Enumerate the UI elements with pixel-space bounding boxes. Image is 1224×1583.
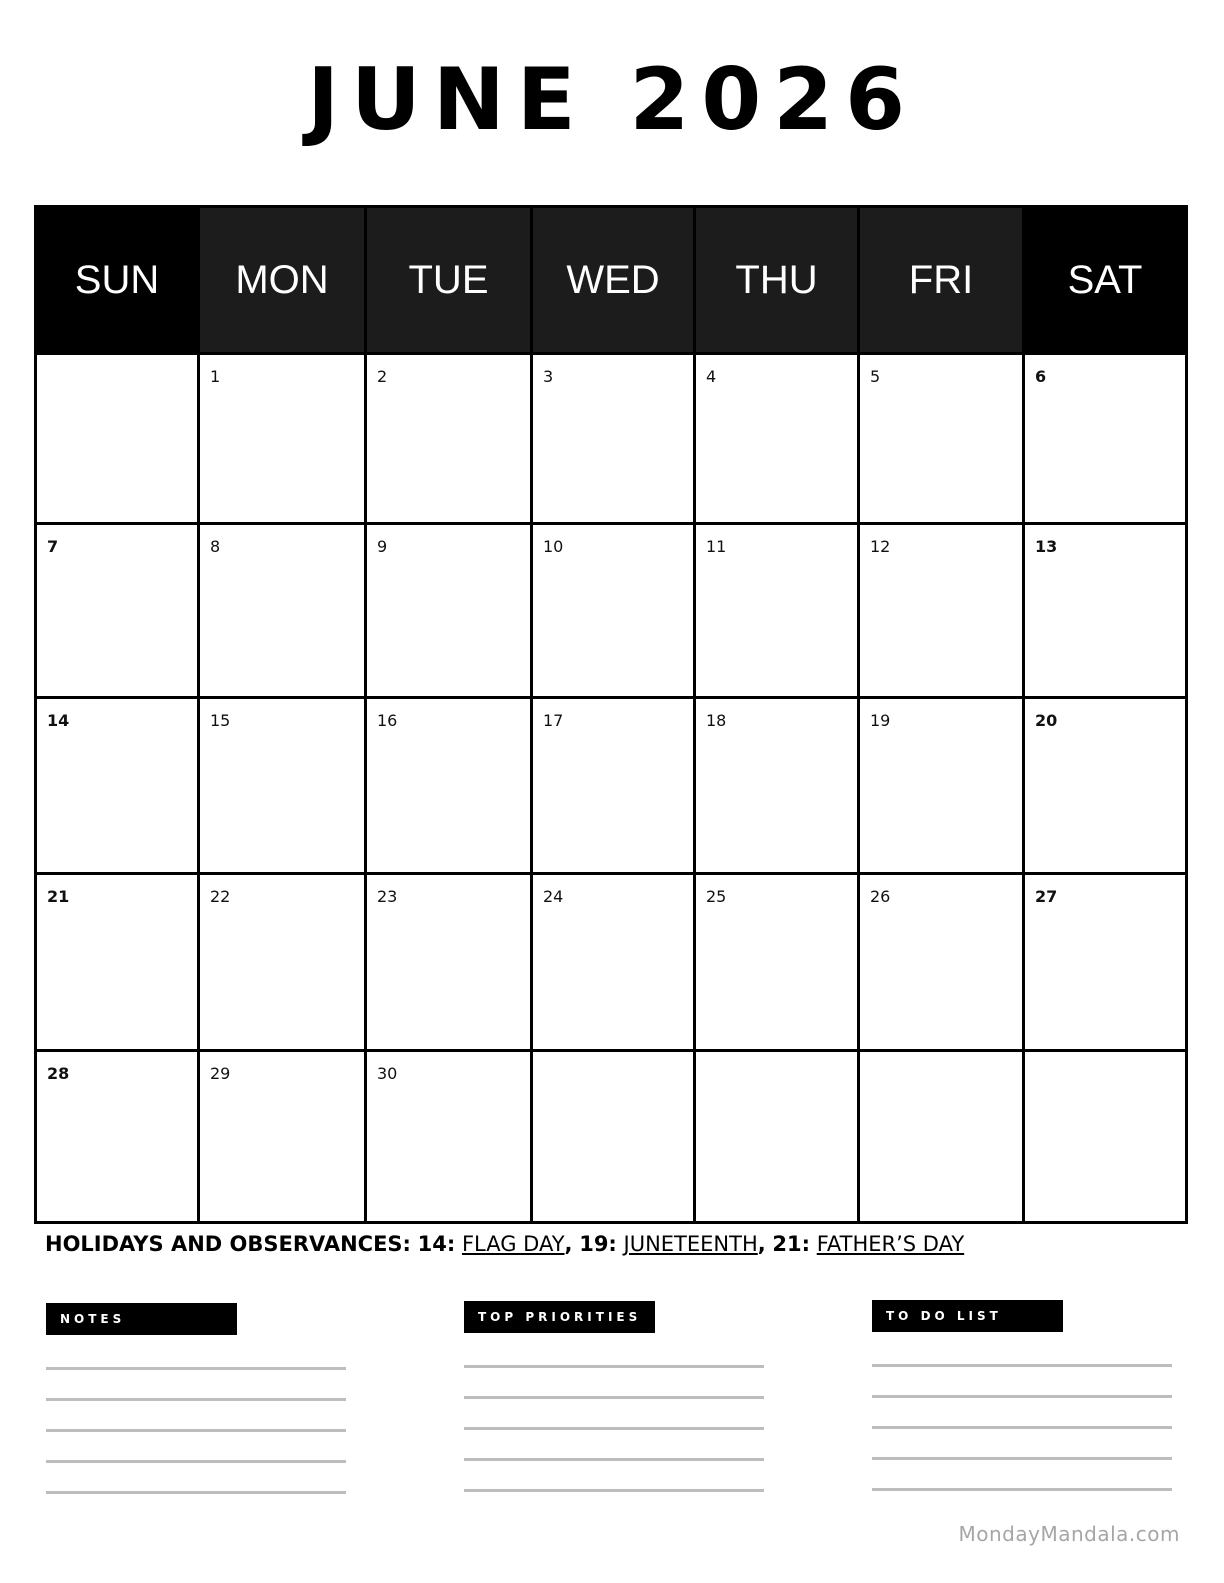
weekday-header-fri: FRI [857,208,1022,352]
week-row [37,1049,1185,1221]
day-number: 10 [543,537,564,556]
day-number: 22 [210,887,231,906]
holiday-separator: , [564,1232,573,1256]
writing-line[interactable] [464,1427,764,1430]
page-title: JUNE 2026 [307,50,917,150]
todo-list-label: TO DO LIST [872,1300,1063,1332]
writing-line[interactable] [46,1491,346,1494]
day-cell[interactable] [857,525,1022,696]
day-cell[interactable] [530,525,693,696]
holiday-separator: , [757,1232,766,1256]
day-cell[interactable] [37,525,197,696]
day-number: 4 [706,367,717,386]
day-cell[interactable] [197,525,364,696]
day-cell[interactable] [364,525,530,696]
todo-list-section [872,1300,1172,1500]
day-cell[interactable] [693,1052,857,1221]
day-cell[interactable] [37,699,197,872]
day-number: 24 [543,887,564,906]
day-number: 17 [543,711,564,730]
week-row [37,872,1185,1049]
writing-line[interactable] [46,1398,346,1401]
day-cell[interactable] [530,355,693,522]
writing-line[interactable] [464,1396,764,1399]
day-number: 23 [377,887,398,906]
holiday-date: 21: [772,1232,811,1256]
day-cell[interactable] [197,355,364,522]
day-number: 27 [1035,887,1058,906]
day-number: 5 [870,367,881,386]
day-number: 12 [870,537,891,556]
day-cell[interactable] [857,875,1022,1049]
day-number: 25 [706,887,727,906]
writing-line[interactable] [872,1395,1172,1398]
writing-line[interactable] [46,1460,346,1463]
day-cell[interactable] [364,1052,530,1221]
holiday-date: 19: [579,1232,617,1256]
day-cell[interactable] [530,875,693,1049]
day-cell[interactable] [37,355,197,522]
day-number: 16 [377,711,398,730]
day-cell[interactable] [364,699,530,872]
day-number: 3 [543,367,554,386]
weekday-header-sun: SUN [37,208,197,352]
day-cell[interactable] [1022,355,1185,522]
top-priorities-section [464,1301,764,1501]
day-number: 13 [1035,537,1058,556]
weekday-header-thu: THU [693,208,857,352]
day-cell[interactable] [693,699,857,872]
day-number: 9 [377,537,388,556]
day-cell[interactable] [693,355,857,522]
weekday-header-wed: WED [530,208,693,352]
day-number: 14 [47,711,70,730]
day-number: 6 [1035,367,1047,386]
day-number: 11 [706,537,727,556]
day-number: 26 [870,887,891,906]
day-cell[interactable] [693,525,857,696]
writing-line[interactable] [872,1457,1172,1460]
weekday-header-mon: MON [197,208,364,352]
day-cell[interactable] [197,875,364,1049]
holiday-link-juneteenth[interactable]: JUNETEENTH [623,1232,758,1256]
day-number: 30 [377,1064,398,1083]
day-cell[interactable] [1022,525,1185,696]
day-cell[interactable] [364,355,530,522]
day-cell[interactable] [530,699,693,872]
holidays-label: HOLIDAYS AND OBSERVANCES: [45,1232,411,1256]
top-priorities-label: TOP PRIORITIES [464,1301,655,1333]
day-number: 29 [210,1064,231,1083]
weekday-header-row [37,208,1185,352]
holiday-date: 14: [417,1232,456,1256]
notes-label: NOTES [46,1303,237,1335]
weekday-header-sat: SAT [1022,208,1185,352]
day-cell[interactable] [1022,875,1185,1049]
day-number: 8 [210,537,221,556]
day-number: 19 [870,711,891,730]
writing-line[interactable] [464,1365,764,1368]
writing-line[interactable] [46,1429,346,1432]
writing-line[interactable] [464,1458,764,1461]
day-cell[interactable] [1022,699,1185,872]
notes-section [46,1303,346,1503]
day-cell[interactable] [857,355,1022,522]
writing-line[interactable] [872,1364,1172,1367]
day-cell[interactable] [364,875,530,1049]
holidays-line [45,1232,964,1256]
week-row [37,352,1185,522]
day-cell[interactable] [37,1052,197,1221]
day-cell[interactable] [857,699,1022,872]
writing-line[interactable] [872,1426,1172,1429]
week-row [37,696,1185,872]
calendar-grid [34,205,1188,1224]
day-cell[interactable] [530,1052,693,1221]
weekday-header-tue: TUE [364,208,530,352]
day-number: 7 [47,537,59,556]
writing-line[interactable] [464,1489,764,1492]
day-cell[interactable] [197,699,364,872]
writing-line[interactable] [46,1367,346,1370]
day-number: 28 [47,1064,70,1083]
day-number: 18 [706,711,727,730]
holiday-link-flag-day[interactable]: FLAG DAY [461,1232,565,1256]
holiday-link-fathers-day[interactable]: FATHER’S DAY [816,1232,965,1256]
day-number: 20 [1035,711,1058,730]
day-number: 2 [377,367,388,386]
site-watermark: MondayMandala.com [958,1522,1180,1546]
day-cell[interactable] [37,875,197,1049]
day-number: 1 [210,367,221,386]
writing-line[interactable] [872,1488,1172,1491]
day-cell[interactable] [857,1052,1022,1221]
day-cell[interactable] [197,1052,364,1221]
day-cell[interactable] [693,875,857,1049]
day-cell[interactable] [1022,1052,1185,1221]
day-number: 15 [210,711,231,730]
week-row [37,522,1185,696]
day-number: 21 [47,887,70,906]
